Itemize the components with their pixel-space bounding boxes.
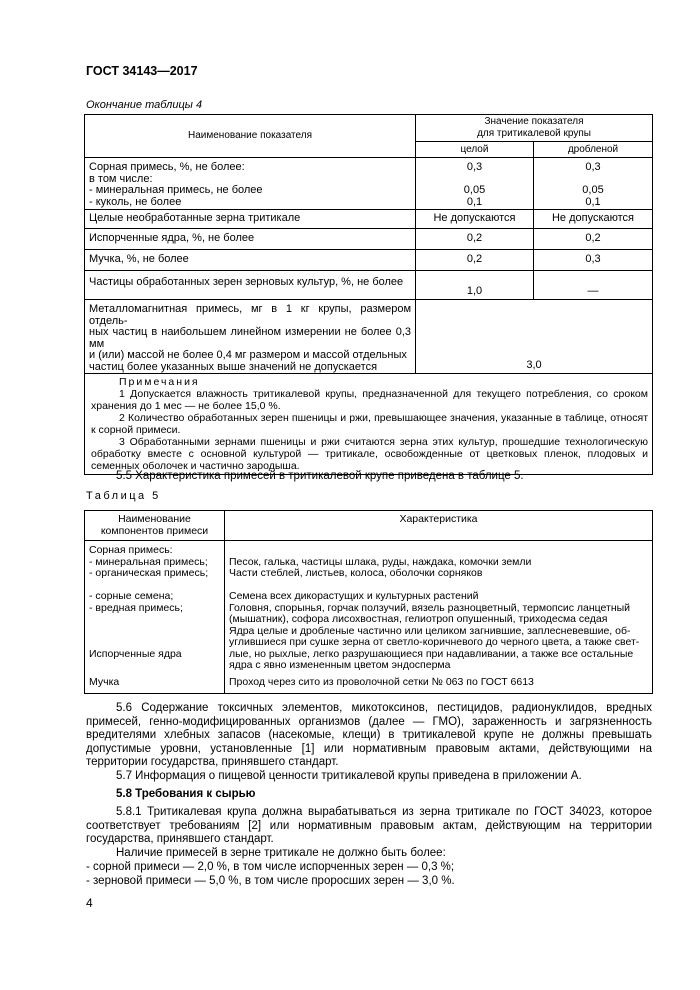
table-row [85,580,653,626]
text-line: и (или) массой не более 0,4 мг размером и массой отдельных [89,349,407,361]
row-name: Мучка, %, не более [85,250,416,271]
table-row [85,250,653,271]
text-line: Головня, спорынья, горчак ползучий, вязель разноцветный, термопсис ланцетный [229,601,631,614]
text-line: углившиеся при сушке зерна от светло-коричневого до черного цвета, а также свет- [229,636,640,648]
impurities-list [86,861,652,888]
list-item: - зерновой примеси — 5,0 %, в том числе проросших зерен — 3,0 %. [86,874,455,887]
row-name: Целые необработанные зерна тритикале [85,210,416,229]
text-line: (мышатник), софора лисохвостная, гелиотроп опушенный, триходесма седая [229,613,608,625]
table-row [85,229,653,250]
row-value-crushed: Не допускаются [534,210,653,229]
row-name [85,580,225,626]
text-line: - органическая примесь; [89,567,209,579]
text-line: ных частиц в наибольшем линейном измерении не более 0,3 мм [89,326,411,350]
value-line: 0,1 [466,195,483,208]
table4-notes [85,374,653,475]
note-item: 1 Допускается влажность тритикалевой крупы, предназначенной для текущего потребления, со сроком хранения до 1 мес — не более 15,0 %. [91,388,648,412]
text-line: Металломагнитная примесь, мг в 1 кг крупы, размером отдель- [89,303,411,327]
row-characteristic [225,541,653,580]
text-line: - вредная примесь; [89,601,183,614]
text-line: Ядра целые и дробленые частично или целиком загнившие, заплесневевшие, об- [229,624,631,637]
table-5 [84,510,653,694]
table-row [85,626,653,672]
table-row [85,210,653,229]
text-line: Сорная примесь: [89,544,173,556]
table-row [85,271,653,300]
row-name [85,158,416,210]
table-row [85,672,653,694]
text-line: Части стеблей, листьев, колоса, оболочки сорняков [229,567,483,579]
table4-header-value [416,115,653,142]
table-row [85,158,653,210]
note-item: 3 Обработанными зернами пшеницы и ржи считаются зерна этих культур, прошедшие технологическую обработку вместе с основной культурой — тритикале, освобожденные от цветковых пленок, плодовых и семенных оболочек и частично зародыша. [91,436,648,472]
table4-header-whole: целой [416,142,534,158]
text-line [89,626,220,638]
row-name [85,300,416,374]
value-line: 0,05 [463,184,486,196]
row-value-crushed: — [534,271,653,300]
row-value-crushed: 0,3 [534,250,653,271]
table5-header-characteristic: Характеристика [225,511,653,541]
row-value-crushed: 0,2 [534,229,653,250]
value-line: 0,1 [585,195,601,208]
text-line: Песок, галька, частицы шлака, руды, наждака, комочки земли [229,555,532,568]
value-line: 0,05 [582,184,604,196]
heading-5-8: 5.8 Требования к сырью [116,788,256,800]
table4-header-crushed: дробленой [534,142,653,158]
paragraph-impurities-intro: Наличие примесей в зерне тритикале не должно быть более: [116,847,446,859]
row-name: Испорченные ядра, %, не более [85,229,416,250]
table5-caption: Таблица 5 [86,490,161,502]
text-line: Сорная примесь, %, не более: [89,161,245,173]
row-value-whole: 0,2 [416,250,534,271]
row-value-whole: 1,0 [416,271,534,300]
text-line: - минеральная примесь, не более [89,184,263,196]
table-row [85,541,653,580]
row-name: Мучка [85,672,225,694]
table4-caption: Окончание таблицы 4 [86,99,203,111]
row-name [85,626,225,672]
text-line: Семена всех дикорастущих и культурных растений [229,590,479,602]
value-line: 0,3 [466,161,483,173]
text-line: - куколь, не более [89,195,182,208]
row-characteristic [225,626,653,672]
row-characteristic: Проход через сито из проволочной сетки № 063 по ГОСТ 6613 [225,672,653,694]
text-line: частиц более указанных выше значений не допускается [89,360,378,373]
list-item: - сорной примеси — 2,0 %, в том числе испорченных зерен — 0,3 %; [86,861,455,873]
text-line: Испорченные ядра [89,647,182,660]
note-item: 2 Количество обработанных зерен пшеницы и ржи, превышающее значения, указанные в таблице, относят к сорной примеси. [91,412,648,436]
table-4 [84,114,653,475]
row-value-merged: 3,0 [416,300,653,374]
row-name [85,541,225,580]
row-value-whole: Не допускаются [416,210,534,229]
row-name: Частицы обработанных зерен зерновых культур, %, не более [85,271,416,300]
row-value-whole [416,158,534,210]
text-line: - минеральная примесь; [89,555,208,568]
table4-header-name: Наименование показателя [85,115,416,158]
text-line [89,637,220,649]
table-notes-row [85,374,653,475]
text-line: - сорные семена; [89,590,174,602]
value-line: 0,3 [585,161,601,173]
paragraph-5-5: 5.5 Характеристика примесей в тритикалевой крупе приведена в таблице 5. [116,470,524,482]
page-number: 4 [86,896,93,910]
document-code: ГОСТ 34143—2017 [86,64,198,78]
paragraph-5-8-1: 5.8.1 Тритикалевая крупа должна вырабатываться из зерна тритикале по ГОСТ 34023, которое соответствует требованиям [2] или нормативным правовым актам, действующим на территории государства, принявшего стандарт. [86,806,652,845]
notes-title: Примечания [119,376,200,388]
header-value-line: Значение показателя [484,116,584,127]
header-line: Наименование [118,513,191,525]
row-value-crushed [534,158,653,210]
text-line [229,545,648,557]
row-characteristic [225,580,653,626]
header-value-line: для тритикалевой крупы [477,128,591,139]
row-value-whole: 0,2 [416,229,534,250]
table-row [85,300,653,374]
table5-header-name [85,511,225,541]
text-line: ядра с явно измененным цветом эндосперма [229,659,451,671]
paragraph-5-7: 5.7 Информация о пищевой ценности тритикалевой крупы приведена в приложении А. [116,770,582,782]
text-line: лые, но рыхлые, легко разрушающиеся при надавливании, а также все остальные [229,647,634,660]
header-line: компонентов примеси [100,524,209,537]
paragraph-5-6: 5.6 Содержание токсичных элементов, микотоксинов, пестицидов, радионуклидов, вредных примесей, генно-модифицированных организмов (далее — ГМО), зараженность и загрязненность вредителями хлебных запасов (насекомые, клещи) в тритикалевой крупе не должны превышать допустимые уровни, установленные [1] или нормативным правовым актами, действующими на территории государства, принявшего стандарт. [86,702,652,768]
text-line: в том числе: [89,172,153,185]
